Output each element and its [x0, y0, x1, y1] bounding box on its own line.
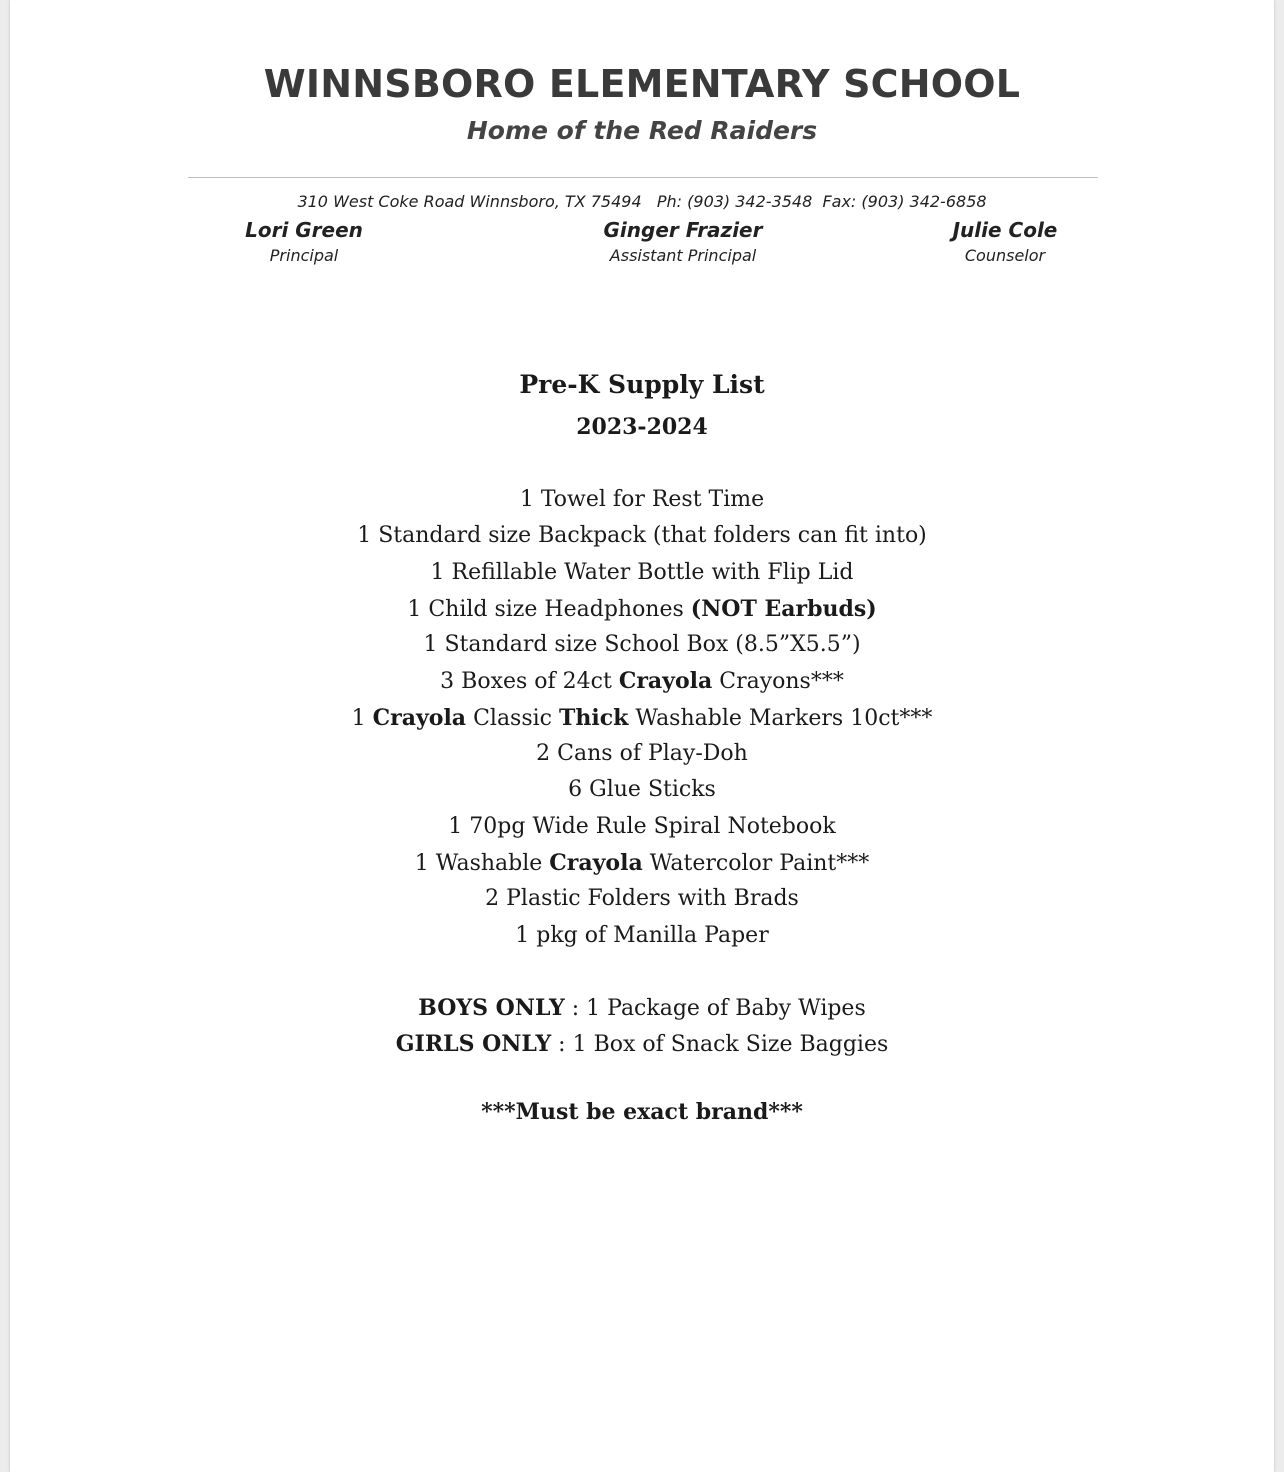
item-qty: 1 — [407, 596, 422, 622]
brand-note: ***Must be exact brand*** — [481, 1099, 803, 1125]
item-text-bold: Crayola — [549, 849, 643, 876]
staff-counselor — [940, 216, 1070, 268]
item-qty: 1 — [586, 996, 601, 1021]
item-text: Child size Headphones — [428, 596, 691, 622]
staff-role: Assistant Principal — [609, 246, 757, 265]
item-qty: 1 — [448, 813, 463, 839]
school-address: 310 West Coke Road Winnsboro, TX 75494 Ph: (903) 342-3548 Fax: (903) 342-6858 — [297, 192, 987, 211]
item-text: Cans of Play-Doh — [557, 741, 748, 767]
supply-list — [10, 482, 1274, 954]
boys-only-item — [10, 990, 1274, 1026]
staff-role: Principal — [269, 246, 339, 265]
staff-name: Julie Cole — [952, 218, 1058, 242]
item-qty: 1 — [572, 1032, 587, 1058]
document-title: Pre-K Supply List — [519, 370, 765, 399]
header-divider — [188, 177, 1098, 178]
item-text: Standard size Backpack (that folders can fit into) — [378, 523, 927, 549]
item-text: Washable Markers 10ct*** — [628, 705, 933, 731]
staff-role: Counselor — [964, 246, 1046, 265]
supply-item — [10, 772, 1274, 808]
item-text: Crayons*** — [712, 669, 844, 695]
item-qty: 1 — [357, 523, 372, 549]
item-text-bold: Crayola — [372, 704, 467, 731]
item-qty: 1 — [414, 850, 429, 876]
item-text: Classic — [466, 705, 559, 731]
item-text: Washable — [435, 850, 550, 876]
item-text: pkg of Manilla Paper — [536, 922, 769, 948]
school-name: WINNSBORO ELEMENTARY SCHOOL — [263, 62, 1021, 106]
girls-only-label: GIRLS ONLY — [395, 1031, 552, 1058]
staff-assistant-principal — [588, 216, 778, 268]
supply-item — [10, 518, 1274, 554]
item-text: Plastic Folders with Brads — [506, 886, 799, 912]
item-text: Refillable Water Bottle with Flip Lid — [451, 559, 854, 585]
item-text: Package of Baby Wipes — [607, 996, 866, 1021]
item-text: Boxes of 24ct — [461, 669, 619, 695]
supply-item — [10, 736, 1274, 772]
item-qty: 6 — [568, 777, 583, 803]
item-qty: 1 — [351, 705, 366, 731]
supply-item — [10, 663, 1274, 699]
staff-name: Ginger Frazier — [603, 218, 763, 242]
item-text: Watercolor Paint*** — [642, 850, 870, 876]
item-qty: 2 — [485, 886, 500, 912]
item-text: Towel for Rest Time — [540, 487, 765, 512]
item-qty: 1 — [519, 487, 534, 512]
item-qty: 1 — [430, 559, 445, 585]
school-tagline: Home of the Red Raiders — [466, 116, 818, 145]
item-qty: 1 — [515, 922, 530, 948]
supply-item — [10, 482, 1274, 518]
item-text: Box of Snack Size Baggies — [593, 1032, 889, 1058]
staff-principal — [238, 216, 370, 268]
item-text-bold: Thick — [559, 704, 629, 731]
supply-item — [10, 809, 1274, 845]
separator: : — [564, 996, 587, 1021]
item-text: Standard size School Box (8.5”X5.5”) — [444, 632, 861, 658]
supply-item — [10, 918, 1274, 954]
school-year: 2023-2024 — [576, 414, 708, 440]
document-page — [10, 0, 1274, 1472]
item-text: Glue Sticks — [589, 777, 716, 803]
girls-only-item — [10, 1026, 1274, 1062]
item-text-bold: (NOT Earbuds) — [690, 595, 877, 622]
supply-item — [10, 700, 1274, 736]
boys-only-label: BOYS ONLY — [418, 995, 565, 1021]
separator: : — [551, 1032, 573, 1058]
gender-specific-items — [10, 990, 1274, 1063]
supply-item — [10, 591, 1274, 627]
item-qty: 1 — [423, 632, 438, 658]
supply-item — [10, 627, 1274, 663]
item-qty: 3 — [440, 669, 455, 695]
item-text: 70pg Wide Rule Spiral Notebook — [469, 813, 836, 839]
item-text-bold: Crayola — [618, 668, 713, 695]
supply-item — [10, 881, 1274, 917]
supply-item — [10, 845, 1274, 881]
staff-name: Lori Green — [245, 218, 363, 242]
item-qty: 2 — [536, 741, 551, 767]
supply-item — [10, 555, 1274, 591]
